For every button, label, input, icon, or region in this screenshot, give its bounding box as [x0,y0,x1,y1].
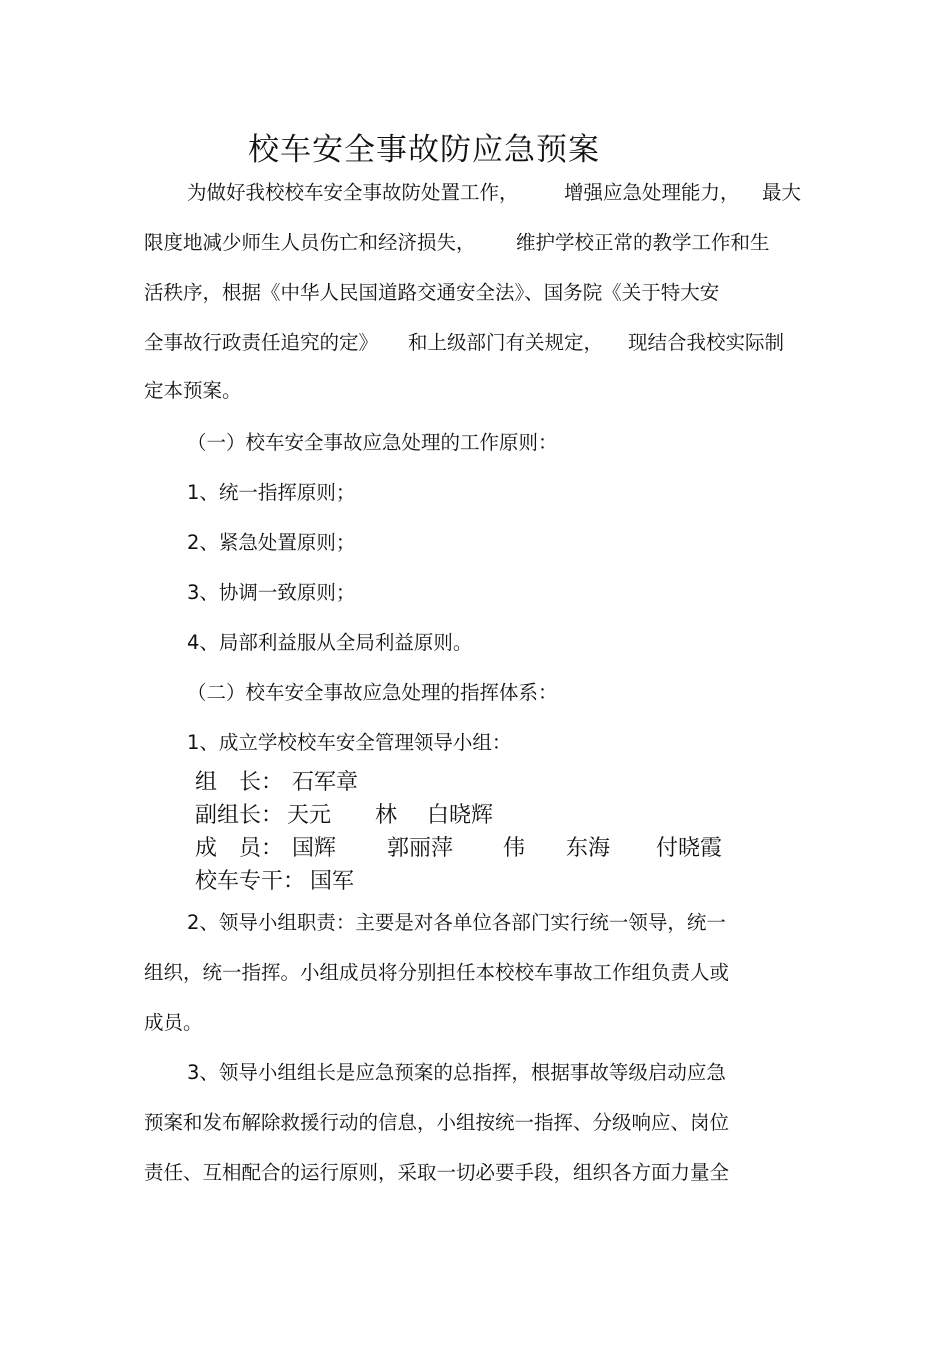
intro-line-1b: 增强应急处理能力， [564,181,740,204]
section1-item-3: 3、协调一致原则； [187,581,356,604]
section2-item-3-line-2: 预案和发布解除救援行动的信息，小组按统一指挥、分级响应、岗位 [144,1111,730,1134]
section2-item-2-line-3: 成员。 [144,1011,203,1034]
section2-heading: （二）校车安全事故应急处理的指挥体系： [187,681,558,704]
section1-heading: （一）校车安全事故应急处理的工作原则： [187,431,558,454]
roster-officer-label: 校车专干： [195,869,306,894]
roster-member-label: 成 员： [195,836,284,861]
intro-line-1c: 最大 [762,181,802,204]
roster-deputy-2: 林 [375,803,398,828]
roster-deputy-3: 白晓辉 [427,803,494,828]
intro-line-1a: 为做好我校校车安全事故防处置工作， [187,181,519,204]
intro-line-4c: 现结合我校实际制 [628,331,785,354]
roster-member-5: 付晓霞 [656,836,723,861]
section2-item-3-line-3: 责任、互相配合的运行原则，采取一切必要手段，组织各方面力量全 [144,1161,730,1184]
intro-line-2b: 维护学校正常的教学工作和生 [516,231,770,254]
roster-member-3: 伟 [503,836,526,861]
roster-leader-label: 组 长： [195,770,284,795]
roster-member-4: 东海 [566,836,611,861]
roster-deputy-label: 副组长： [195,803,284,828]
intro-line-4a: 全事故行政责任追究的定》 [144,331,379,354]
document-title: 校车安全事故防应急预案 [248,132,600,168]
section1-item-1: 1、统一指挥原则； [187,481,356,504]
roster-officer-name: 国军 [310,869,355,894]
section2-item-2-line-1: 2、领导小组职责：主要是对各单位各部门实行统一领导，统一 [187,911,726,934]
roster-leader-name: 石军章 [292,770,359,795]
section1-item-2: 2、紧急处置原则； [187,531,356,554]
roster-deputy-1: 天元 [287,803,332,828]
section2-item-3-line-1: 3、领导小组组长是应急预案的总指挥，根据事故等级启动应急 [187,1061,726,1084]
intro-line-3: 活秩序，根据《中华人民国道路交通安全法》、国务院《关于特大安 [144,281,720,304]
section2-item-1: 1、成立学校校车安全管理领导小组： [187,731,512,754]
intro-line-5: 定本预案。 [144,379,242,402]
roster-member-1: 国辉 [292,836,337,861]
intro-line-4b: 和上级部门有关规定， [408,331,604,354]
section2-item-2-line-2: 组织，统一指挥。小组成员将分别担任本校校车事故工作组负责人或 [144,961,730,984]
roster-member-2: 郭丽萍 [387,836,454,861]
section1-item-4: 4、局部利益服从全局利益原则。 [187,631,473,654]
intro-line-2a: 限度地减少师生人员伤亡和经济损失， [144,231,476,254]
